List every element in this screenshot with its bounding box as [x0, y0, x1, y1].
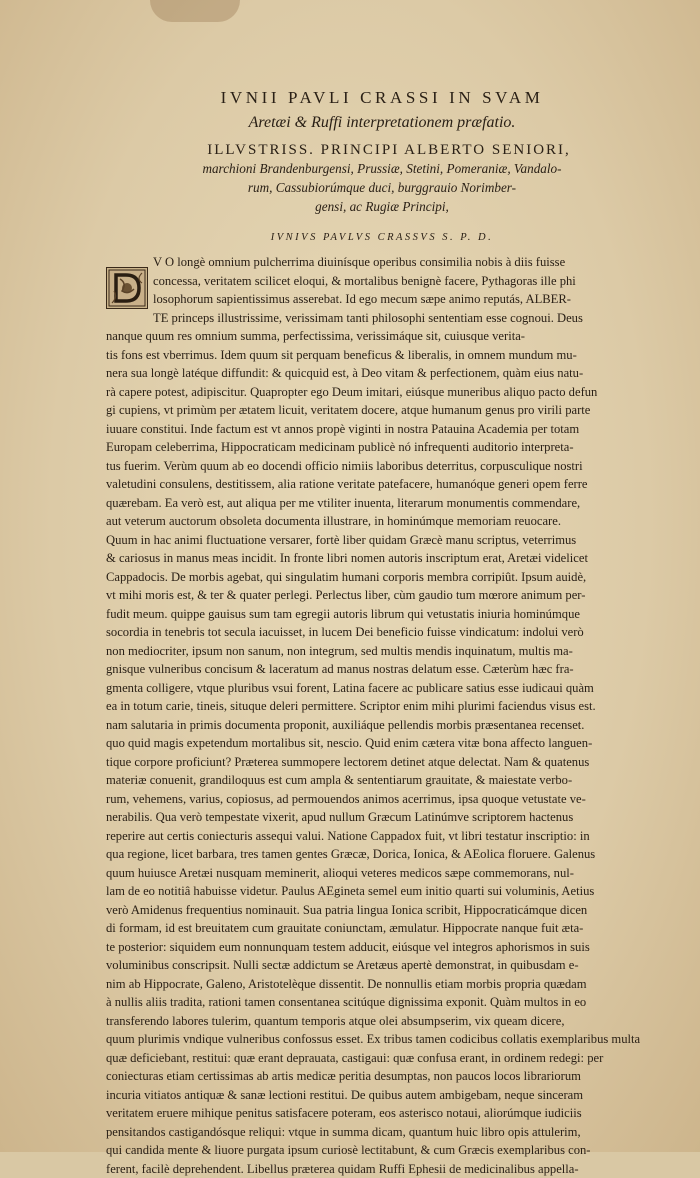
- ornament-icon: [108, 269, 146, 307]
- text-line: pensitandos castigandósque reliqui: vtque in summa dicam, quantum huic libro opis attulerim,: [106, 1123, 656, 1142]
- decorated-initial-d: [106, 267, 148, 309]
- text-line: TE princeps illustrissime, verissimam tanti philosophi sententiam esse cognoui. Deus: [106, 309, 656, 328]
- dedication-line: gensi, ac Rugiæ Principi,: [107, 197, 657, 216]
- text-line: qui candida mente & liuore purgata ipsum curiosè lectitabunt, & cum Græcis exemplaribus con-: [106, 1141, 656, 1160]
- text-line: valetudini consulens, destitissem, alia ratione veritate patefacere, humanóque generi opem ferre: [106, 475, 656, 494]
- preface-title: IVNII PAVLI CRASSI IN SVAM: [107, 88, 657, 108]
- text-line: à nullis aliis tradita, rationi tamen consentanea scitúque dignissima exponit. Quàm multos in eo: [106, 993, 656, 1012]
- text-line: nera sua longè latéque diffundit: & quicquid est, à Deo vitam & perfectionem, quàm eius natu-: [106, 364, 656, 383]
- text-line: iuuare constitui. Inde factum est vt annos propè viginti in nostra Patauina Academia per totam: [106, 420, 656, 439]
- text-line: gnisque vulneribus concisum & laceratum ad manus nostras delatum esse. Cæterùm hæc fra-: [106, 660, 656, 679]
- dedication-line: marchioni Brandenburgensi, Prussiæ, Stetini, Pomeraniæ, Vandalo-: [107, 159, 657, 178]
- text-line: nim ab Hippocrate, Galeno, Aristotelèque dissentit. De nonnullis etiam morbis propria quædam: [106, 975, 656, 994]
- page-stain: [150, 0, 240, 22]
- text-line: fudit meum. quippe gauisus sum tam egregii autoris librum qui vetustatis iniuria hominúmque: [106, 605, 656, 624]
- text-line: gmenta colligere, vtque pluribus vsui forent, Latina facere ac publicare satius esse iudicaui quàm: [106, 679, 656, 698]
- text-line: quum huiusce Aretæi nusquam meminerit, alioqui veteres medicos sæpe commemorans, nul-: [106, 864, 656, 883]
- text-line: rum, vehemens, varius, copiosus, ad permouendos animos acerrimus, ipsa quoque vetustate ve-: [106, 790, 656, 809]
- text-line: Europam celeberrima, Hippocraticam medicinam publicè nó infrequenti auditorio interpreta-: [106, 438, 656, 457]
- text-line: quærebam. Ea verò est, aut aliqua per me vtiliter inuenta, literarum monumentis commendare,: [106, 494, 656, 513]
- text-line: veritatem eruere mihique penitus satisfacere poteram, eos asterisco notaui, aliorúmque iudiciis: [106, 1104, 656, 1123]
- text-line: aut veterum auctorum obsoleta documenta illustrare, in hominúmque memoriam reuocare.: [106, 512, 656, 531]
- text-line: reperire aut certis coniecturis assequi valui. Natione Cappadox fuit, vt libri testatur inscriptio: in: [106, 827, 656, 846]
- page-content: [107, 88, 657, 1178]
- text-line: quo quid magis expetendum mortalibus sit, nescio. Quid enim cætera vitæ bona affecto languen-: [106, 734, 656, 753]
- text-line: concessa, veritatem scilicet eloqui, & mortalibus benignè facere, Pythagoras ille phi: [106, 272, 656, 291]
- text-line: Cappadocis. De morbis agebat, qui singulatim humani corporis membra corripiût. Ipsum auidè,: [106, 568, 656, 587]
- text-line: socordia in tenebris tot secula iacuisset, in lucem Dei beneficio fuisse vindicatum: indolui verò: [106, 623, 656, 642]
- text-line: incuria vitiatos antiquæ & sanæ lectioni restitui. De quibus autem ambigebam, neque sinceram: [106, 1086, 656, 1105]
- preface-subtitle: Aretæi & Ruffi interpretationem præfatio.: [107, 114, 657, 132]
- text-line: lam de eo notitiâ habuisse videtur. Paulus AEgineta semel eum initio quarti sui voluminis, Aetius: [106, 882, 656, 901]
- dedication-heading: ILLVSTRISS. PRINCIPI ALBERTO SENIORI,: [121, 142, 657, 159]
- text-line: tique corpore proficiunt? Præterea summopere lectorem detinet atque delectat. Nam & quatenus: [106, 753, 656, 772]
- text-line: gi cupiens, vt primùm per ætatem licuit, veritatem docere, atque humanum genus pro virili parte: [106, 401, 656, 420]
- text-line: V O longè omnium pulcherrima diuinísque operibus consimilia nobis à diis fuisse: [106, 253, 656, 272]
- text-line: transferendo labores tulerim, quantum temporis atque olei absumpserim, vix queam dicere,: [106, 1012, 656, 1031]
- text-line: losophorum sapientissimus asserebat. Id ego mecum sæpe animo reputás, ALBER-: [106, 290, 656, 309]
- text-line: ea in totum carie, tineis, situque deleri permittere. Scriptor enim mihi plurimi faciendus visus est.: [106, 697, 656, 716]
- preface-body: [106, 253, 656, 1178]
- text-line: nerabilis. Qua verò tempestate vixerit, apud nullum Græcum Latinúmve scriptorem hactenus: [106, 808, 656, 827]
- text-line: verò Amidenus frequentius nominauit. Sua patria lingua Ionica scribit, Hippocraticámque dicen: [106, 901, 656, 920]
- text-line: qua regione, licet barbara, tres tamen gentes Græcæ, Dorica, Ionica, & AEolica floruere. Galenus: [106, 845, 656, 864]
- greeting-line: IVNIVS PAVLVS CRASSVS S. P. D.: [107, 232, 657, 243]
- text-line: materiæ conuenit, grandiloquus est cum ampla & sententiarum grauitate, & maiestate verbo-: [106, 771, 656, 790]
- text-line: nam salutaria in primis documenta proponit, auxiliáque pellendis morbis præsentanea recenset.: [106, 716, 656, 735]
- text-line: voluminibus conscripsit. Nulli sectæ addictum se Aretæus apertè demonstrat, in quibusdam e-: [106, 956, 656, 975]
- text-line: ferent, facilè deprehendent. Libellus præterea quidam Ruffi Ephesii de medicinalibus appella-: [106, 1160, 656, 1178]
- text-line: Quum in hac animi fluctuatione versarer, fortè liber quidam Græcè manu scriptus, veterrimus: [106, 531, 656, 550]
- dedication-line: rum, Cassubiorúmque duci, burggrauio Norimber-: [107, 178, 657, 197]
- text-line: tis fons est vberrimus. Idem quum sit perquam beneficus & liberalis, in omnem mundum mu-: [106, 346, 656, 365]
- text-line: quæ deficiebant, restitui: quæ erant deprauata, castigaui: quæ confusa erant, in ordinem redegi: per: [106, 1049, 656, 1068]
- text-line: non mediocriter, ipsum non sanum, non integrum, sed multis mendis inquinatum, multis ma-: [106, 642, 656, 661]
- text-line: coniecturas etiam certissimas ab artis medicæ peritia desumptas, non paucos locos librariorum: [106, 1067, 656, 1086]
- text-line: quum plurimis vndique vulneribus confossus esset. Ex tribus tamen codicibus collatis exemplaribus multa: [106, 1030, 656, 1049]
- text-line: di formam, id est breuitatem cum grauitate coniunctam, æmulatur. Hippocrate nanque fuit æta-: [106, 919, 656, 938]
- text-line: vt mihi moris est, & ter & quater perlegi. Perlectus liber, cùm gaudio tum mœrore animum per-: [106, 586, 656, 605]
- text-line: rà capere potest, adipiscitur. Quapropter ego Deum imitari, eiúsque muneribus aliquo pacto defun: [106, 383, 656, 402]
- text-line: & cariosus in manus meas incidit. In fronte libri nomen autoris inscriptum erat, Aretæi videlicet: [106, 549, 656, 568]
- text-line: te posterior: siquidem eum nonnunquam testem adducit, eiúsque vel integros aphorismos in suis: [106, 938, 656, 957]
- text-line: tus fuerim. Verùm quum ab eo docendi officio nimiis laboribus deterritus, corpusculique nostri: [106, 457, 656, 476]
- text-line: nanque quum res omnium summa, perfectissima, verissimáque sit, cuiusque verita-: [106, 327, 656, 346]
